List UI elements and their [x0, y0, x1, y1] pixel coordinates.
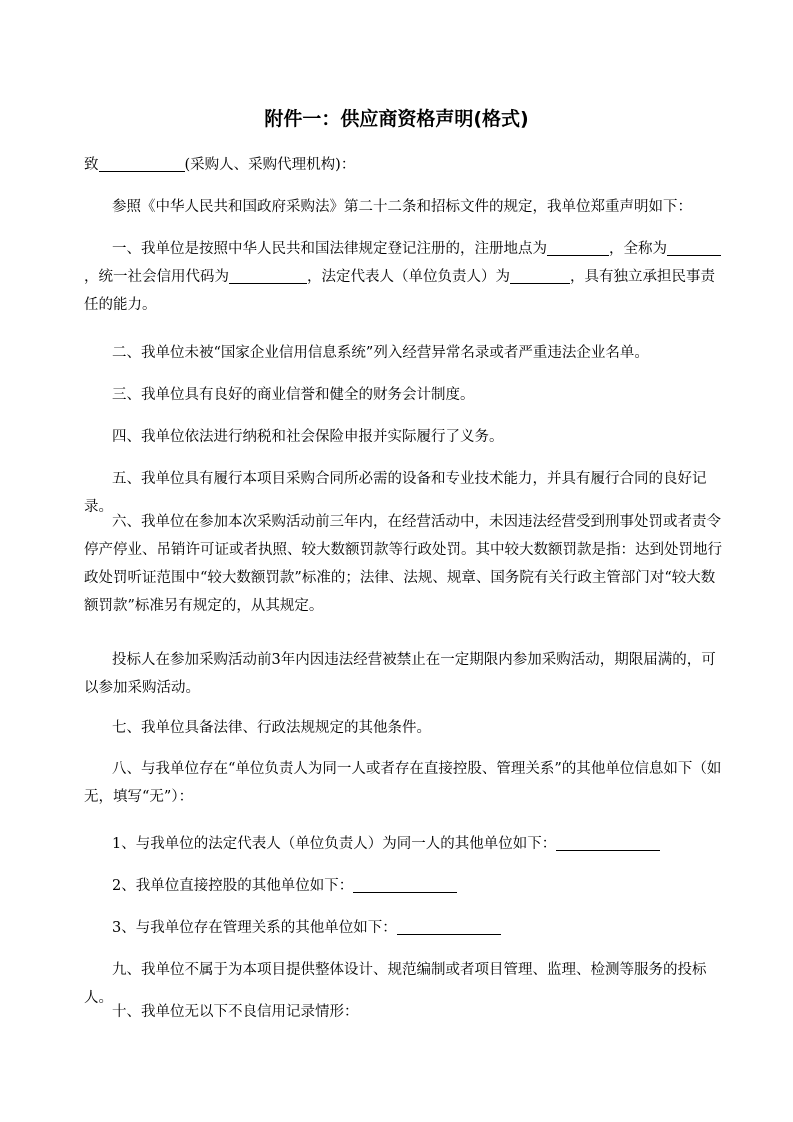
salutation-prefix: 致 [84, 157, 99, 173]
item-8-1-text: 1、与我单位的法定代表人（单位负责人）为同一人的其他单位如下： [112, 836, 557, 852]
managed-units-blank [397, 918, 501, 935]
item-1-text-e: ，具有独立承担民事责任的能力。 [84, 269, 715, 313]
item-7-paragraph: 七、我单位具备法律、行政法规规定的其他条件。 [112, 720, 431, 736]
salutation [84, 151, 724, 179]
item-8-3-text: 3、与我单位存在管理关系的其他单位如下： [112, 920, 397, 936]
item-8-3-paragraph [84, 914, 724, 942]
item-1-text-c: ，统一社会信用代码为 [84, 269, 229, 285]
salutation-suffix: (采购人、采购代理机构)： [184, 157, 356, 173]
item-5-paragraph: 五、我单位具有履行本项目采购合同所必需的设备和专业技术能力，并具有履行合同的良好记录。 [84, 471, 707, 515]
item-3-paragraph: 三、我单位具有良好的商业信誉和健全的财务会计制度。 [112, 387, 475, 403]
item-8-paragraph: 八、与我单位存在“单位负责人为同一人或者存在直接控股、管理关系”的其他单位信息如下（如无，填写“无”）： [84, 761, 722, 805]
item-1-paragraph [84, 235, 724, 319]
item-2-paragraph: 二、我单位未被“国家企业信用信息系统”列入经营异常名录或者严重违法企业名单。 [112, 345, 649, 361]
item-4-paragraph: 四、我单位依法进行纳税和社会保险申报并实际履行了义务。 [112, 429, 504, 445]
credit-code-blank [229, 267, 307, 284]
controlled-units-blank [353, 876, 457, 893]
full-name-blank [667, 239, 721, 256]
item-1-text-b: ，全称为 [609, 241, 667, 257]
item-8-2-text: 2、我单位直接控股的其他单位如下： [112, 878, 354, 894]
item-1-text-d: ，法定代表人（单位负责人）为 [307, 269, 510, 285]
purchaser-blank [99, 155, 185, 172]
item-6-paragraph: 六、我单位在参加本次采购活动前三年内，在经营活动中，未因违法经营受到刑事处罚或者责令停产停业、吊销许可证或者执照、较大数额罚款等行政处罚。其中较大数额罚款是指：达到处罚地行政处罚听证范围中“较大数额罚款”标准的；法律、法规、规章、国务院有关行政主管部门对“较大数额罚款”标准另有规定的，从其规定。 [84, 514, 722, 614]
item-9-paragraph: 九、我单位不属于为本项目提供整体设计、规范编制或者项目管理、监理、检测等服务的投标人。 [84, 962, 707, 1006]
item-8-2-paragraph [84, 872, 724, 900]
item-10-paragraph: 十、我单位无以下不良信用记录情形： [112, 1004, 359, 1020]
item-1-text-a: 一、我单位是按照中华人民共和国法律规定登记注册的，注册地点为 [112, 241, 547, 257]
bidder-note-paragraph: 投标人在参加采购活动前3年内因违法经营被禁止在一定期限内参加采购活动，期限届满的，可以参加采购活动。 [84, 652, 716, 696]
legal-rep-blank [510, 267, 570, 284]
registration-place-blank [547, 239, 609, 256]
page-title: 附件一：供应商资格声明(格式) [264, 108, 529, 130]
same-rep-units-blank [556, 834, 660, 851]
intro-paragraph: 参照《中华人民共和国政府采购法》第二十二条和招标文件的规定，我单位郑重声明如下： [112, 199, 692, 215]
item-8-1-paragraph [84, 830, 724, 858]
